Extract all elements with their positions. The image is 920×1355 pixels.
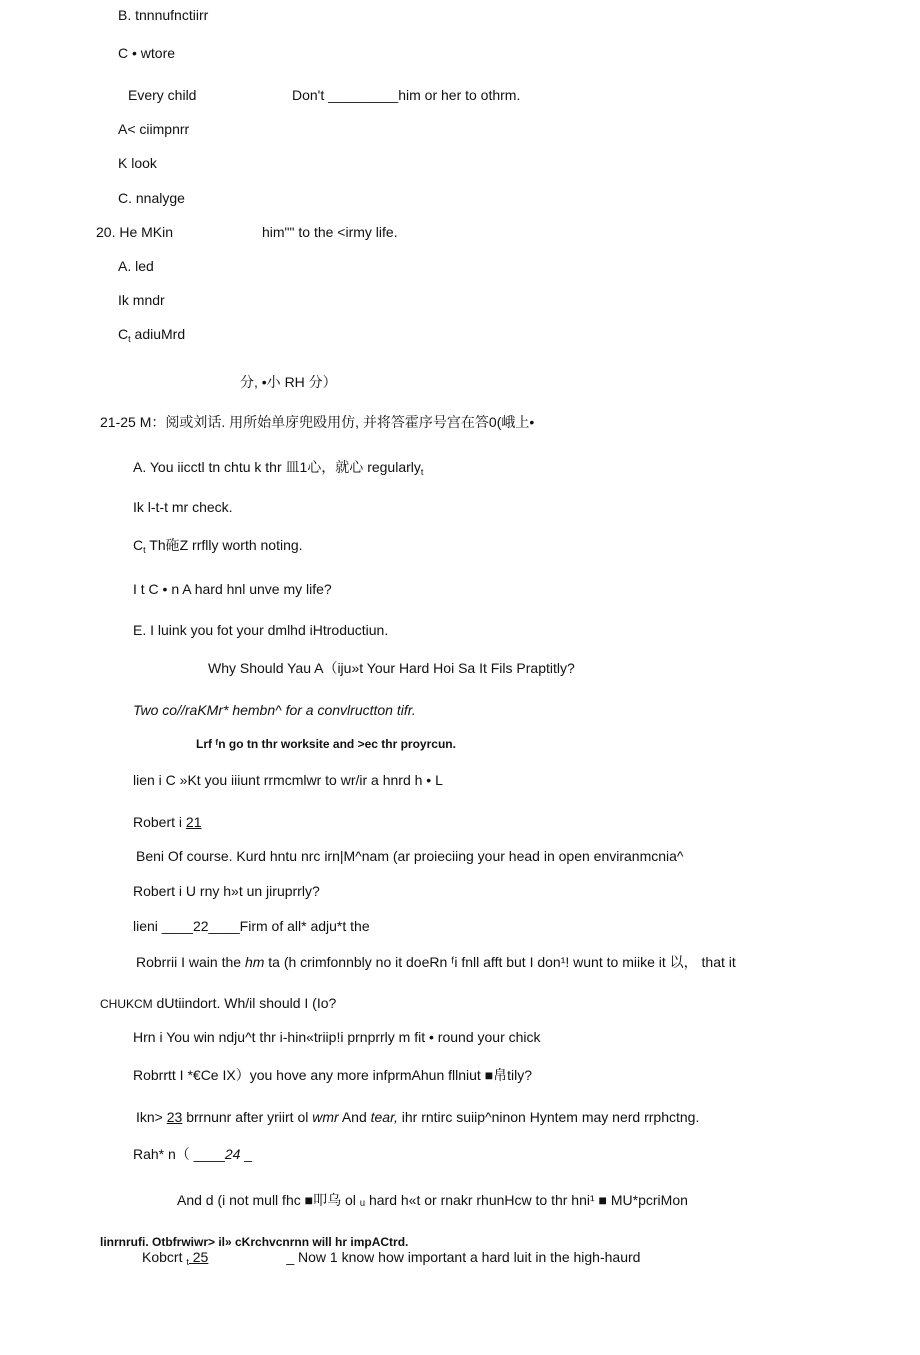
choice-b: Ik l-t-t mr check. [133, 499, 233, 515]
option-a: A< ciimpnrr [118, 121, 190, 137]
dialogue-text: dUtiindort. Wh/il should I (Io? [152, 995, 337, 1011]
choice-c-text: Th砤Z rrflly worth noting. [145, 537, 303, 553]
speaker-text: Ikn> [136, 1109, 167, 1125]
dialogue-text: ____Firm of all* adju*t the [208, 918, 370, 934]
option-b-20: Ik mndr [118, 292, 165, 308]
option-a-20: A. led [118, 258, 154, 274]
dialogue-line: Robrrtt I *€Ce IX）you hove any more infprmAhun fllniut ■帛tily? [133, 1067, 533, 1083]
choice-c-letter: C [133, 537, 144, 553]
dialogue-text: ihr rntirc suiip^ninon Hyntem may nerd rrphctng. [397, 1109, 700, 1125]
passage-title: Why Should Yau A（iju»t Your Hard Hoi Sa It Fils Praptitly? [208, 660, 575, 676]
option-c: C. nnalyge [118, 190, 185, 206]
option-c-20 [118, 325, 185, 348]
dialogue-line [100, 994, 336, 1013]
speaker-text: Kobcrt [142, 1249, 187, 1265]
dialogue-line: Robert i U rny h»t un jiruprrly? [133, 883, 320, 899]
dialogue-text: _ Now 1 know how important a hard luit in the high-haurd [286, 1249, 641, 1265]
choice-a [133, 458, 423, 481]
blank-25: 25 [188, 1249, 209, 1265]
dialogue-line: Beni Of course. Kurd hntu nrc irn|M^nam (ar proieciing your head in open enviranmcnia^ [136, 848, 684, 864]
passage-scene: Lrf ᶠn go tn thr worksite and >ec thr proyrcun. [196, 737, 456, 751]
option-b: K look [118, 155, 157, 171]
choice-e: E. I luink you fot your dmlhd iHtroductiun. [133, 622, 389, 638]
dialogue-line [133, 917, 370, 935]
choice-a-text: A. You iicctl tn chtu k thr 皿1心，就心 regularly [133, 459, 421, 475]
dialogue-text: _ [240, 1146, 253, 1162]
option-c-20-letter: C [118, 326, 129, 342]
dialogue-line [142, 1248, 640, 1271]
dialogue-italic: tear, [370, 1109, 398, 1125]
choice-a-sub: t [420, 467, 424, 477]
speaker-text: Robrrii I wain the [136, 954, 245, 970]
blank-22: 22 [192, 918, 209, 934]
speaker-text: lieni ____ [133, 918, 193, 934]
dialogue-text: ta (h crimfonnbly no it doeRn ᶠi fnll afft but I don¹! wunt to miike it 以， that it [264, 954, 736, 970]
dialogue-line: linrnrufi. Otbfrwiwr> il» cKrchvcnrnn will hr impACtrd. [100, 1235, 409, 1249]
dialogue-text: And [338, 1109, 371, 1125]
question-text: Every child [128, 87, 197, 103]
dialogue-line: And d (i not mull fhc ■叩乌 ol ᵤ hard h«t or rnakr rhunHcw to thr hni¹ ■ MU*pcriMon [177, 1192, 688, 1208]
section-instructions: 21-25 M：阅或刘话. 用所始单庌兜殴用仿, 并将答霍序号宫在答0(峨上• [100, 414, 535, 430]
dialogue-line [136, 1108, 699, 1126]
dialogue-line [133, 813, 202, 831]
section-score: 分, •小 RH 分） [240, 374, 337, 390]
blank-23: 23 [166, 1109, 183, 1125]
dialogue-line: Hrn i You win ndju^t thr i-hin«triip!i prnprrly m fit • round your chick [133, 1029, 541, 1045]
question-20: 20. He MKin [96, 224, 174, 240]
dialogue-line [136, 953, 736, 971]
passage-intro: Two co//raKMr* hembn^ for a convlructton tifr. [133, 702, 416, 718]
speaker-sub: t [186, 1257, 189, 1267]
question-20-cont: him"" to the <irmy life. [262, 224, 398, 240]
dialogue-line: lien i C »Kt you iiiunt rrmcmlwr to wr/ir a hnrd h • L [133, 772, 443, 788]
blank-21: 21 [185, 814, 202, 830]
option-b-19: B. tnnnufnctiirr [118, 7, 209, 23]
choice-c [133, 536, 303, 559]
speaker-text: Rah* n（ ____ [133, 1146, 225, 1162]
option-c-20-text: adiuMrd [130, 326, 186, 342]
choice-c-sub: t [143, 545, 146, 555]
question-text-cont: Don't _________him or her to othrm. [292, 87, 521, 103]
choice-d: I t C • n A hard hnl unve my life? [133, 581, 332, 597]
dialogue-italic: hm [244, 954, 265, 970]
dialogue-line [133, 1145, 252, 1163]
dialogue-italic: wmr [312, 1109, 339, 1125]
blank-24: 24 [224, 1146, 241, 1162]
option-c-19: C • wtore [118, 45, 176, 61]
option-c-20-sub: t [128, 334, 131, 344]
speaker-text: Robert i [133, 814, 186, 830]
dialogue-text: brrnunr after yriirt ol [182, 1109, 313, 1125]
dialogue-word: CHUKCM [100, 997, 153, 1011]
